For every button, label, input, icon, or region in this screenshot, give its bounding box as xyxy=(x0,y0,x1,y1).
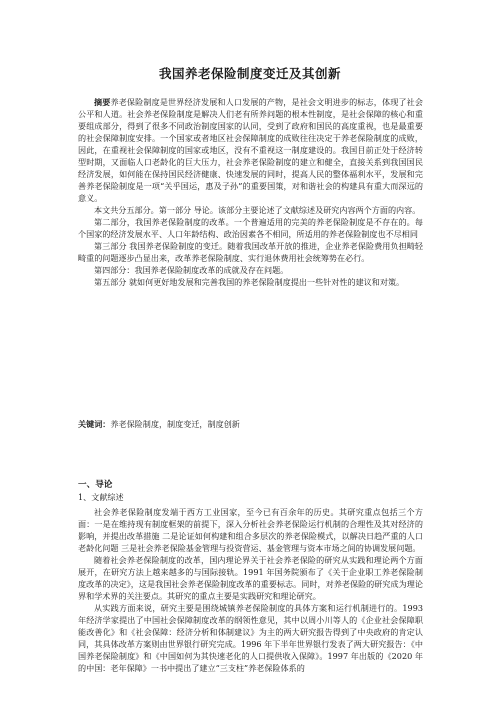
document-title: 我国养老保险制度变迁及其创新 xyxy=(158,66,341,81)
body-paragraph: 随着社会养老保险制度的改革，国内理论界关于社会养老保险的研究从实践和理论两个方面展开，在研究方法上越来越多的与国际接轨。1991 年国务院颁布了《关于企业职工养老保险制度改革的决定》，这是我国社会养老保险制度改革的重要标志。同时，对养老保险的研究成为理论界和学术界的关注要点。其研究的重点主要是实践研究和理论研究。 xyxy=(78,555,423,601)
abstract-label: 摘要 xyxy=(94,97,111,107)
section-heading: 一、导论 xyxy=(78,480,113,490)
keywords-text: 养老保险制度，制度变迁，制度创新 xyxy=(110,419,240,429)
abstract-paragraph: 本文共分五部分。第一部分 导论。该部分主要论述了文献综述及研究内容两个方面的内容。 xyxy=(94,205,421,215)
abstract-paragraph: 第五部分 就如何更好地发展和完善我国的养老保险制度提出一些针对性的建议和对策。 xyxy=(94,277,405,287)
abstract-block xyxy=(78,96,423,288)
abstract-text: 养老保险制度是世界经济发展和人口发展的产物，是社会文明进步的标志，体现了社会公平和人道。社会养老保险制度是解决人们老有所养问题的根本性制度，是社会保障的核心和重要组成部分，得到了很多不同政治制度国家的认同，受到了政府和国民的高度重视，也是最重要的社会保障制度安排。一个国家或者地区社会保障制度的成败往往决定于养老保险制度的成败，因此，在重视社会保障制度的国家或地区，没有不重视这一制度建设的。我国目前正处于经济转型时期，又面临人口老龄化的巨大压力，社会养老保险制度的建立和健全，直接关系到我国国民经济发展，如何能在保持国民经济健康、快速发展的同时，提高人民的整体福利水平，发展和完善养老保险制度是一项“关乎国运，惠及子孙”的重要国策，对和谐社会的构建具有重大而深远的意义。 xyxy=(78,97,423,203)
abstract-paragraph: 第三部分 我国养老保险制度的变迁。随着我国改革开放的推进，企业养老保险费用负担畸轻畸重的问题逐步凸显出来，改革养老保险制度、实行退休费用社会统筹势在必行。 xyxy=(78,241,423,263)
body-paragraph: 从实践方面来说，研究主要是围绕城镇养老保险制度的具体方案和运行机制进行的。1993 年经济学家提出了中国社会保障制度改革的纲领性意见，其中以周小川等人的《企业社会保障职能改善化》和《社会保障：经济分析和体制建议》为主的两大研究报告得到了中央政府的肯定认同，其具体改革方案则由世界银行研究完成。1996 年下半年世界银行发表了两大研究报告：《中国养老保险制度》和《中国如何为其快速老化的人口提供收入保障》。1997 年出版的《2020 年的中国：老年保障》一书中提出了建立“三支柱”养老保险体系的 xyxy=(78,603,423,673)
section-body xyxy=(78,506,423,674)
abstract-paragraph: 第四部分：我国养老保险制度改革的成就及存在问题。 xyxy=(94,265,289,275)
body-paragraph: 社会养老保险制度发端于西方工业国家，至今已有百余年的历史。其研究重点包括三个方面：一是在维持现有制度框架的前提下，深入分析社会养老保险运行机制的合理性及其对经济的影响，并提出改革措施 二是论证如何构建和组合多层次的养老保险模式，以解决日趋严重的人口老龄化问题 三是社会养老保险基金管理与投资营运、基金管理与资本市场之间的协调发展问题。 xyxy=(78,507,423,553)
subsection-heading: 1、文献综述 xyxy=(78,492,124,502)
keywords-line xyxy=(78,418,423,430)
keywords-label: 关键词： xyxy=(78,419,111,429)
abstract-paragraph: 第二部分，我国养老保险制度的改革。一个普遍适用的完美的养老保险制度是不存在的。每个国家的经济发展水平、人口年龄结构、政治因素各不相同，所适用的养老保险制度也不尽相同 xyxy=(78,217,423,239)
abstract-paragraph xyxy=(78,96,423,204)
